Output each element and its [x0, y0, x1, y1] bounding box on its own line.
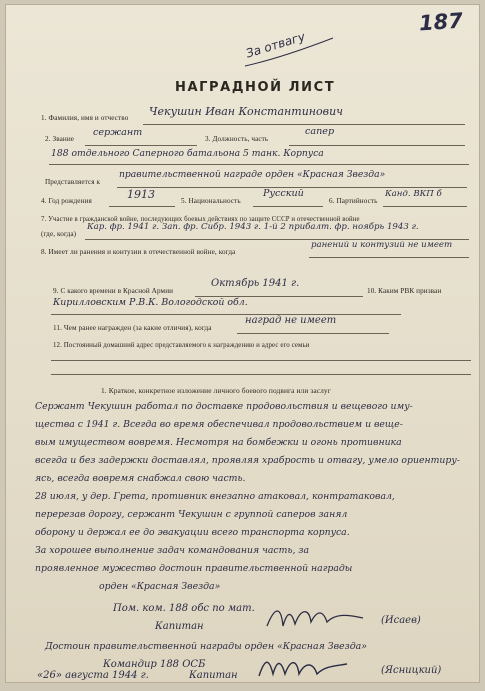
- signer1-position: Пом. ком. 188 обс по мат.: [113, 603, 255, 614]
- field-10-value: Кирилловским Р.В.К. Вологодской обл.: [53, 297, 248, 308]
- field-12-label: 12. Постоянный домашний адрес представляемого к награждению и адрес его семьи: [53, 342, 310, 349]
- sheet-number: 187: [418, 8, 464, 36]
- field-4-value: 1913: [127, 188, 155, 201]
- narrative-line: щества с 1941 г. Всегда во время обеспечивал продовольствием и веще-: [35, 419, 403, 430]
- field-8-label: 8. Имеет ли ранения и контузии в отечественной войне, когда: [41, 248, 236, 256]
- field-8-value: ранений и контузий не имеет: [311, 240, 453, 250]
- field-3-value: сапер: [305, 126, 335, 137]
- signer1-name: (Исаев): [381, 615, 421, 626]
- page-title: НАГРАДНОЙ ЛИСТ: [175, 80, 336, 95]
- signer2-position: Командир 188 ОСБ: [103, 659, 206, 670]
- narrative-line: оборону и держал ее до эвакуации всего транспорта корпуса.: [35, 527, 350, 538]
- award-sheet: [5, 4, 480, 683]
- field-7-where-label: (где, когда): [41, 230, 77, 238]
- signer1-rank: Капитан: [155, 621, 204, 632]
- field-11-value: наград не имеет: [245, 315, 337, 326]
- field-2-value: сержант: [93, 127, 143, 138]
- presented-label: Представляется к: [45, 178, 101, 186]
- approval-mark: За отвагу: [244, 29, 307, 61]
- field-10-label: 10. Каким РВК призван: [367, 287, 442, 295]
- narrative-line: всегда и без задержки доставлял, проявляя храбрость и отвагу, умело ориентиру-: [35, 455, 460, 466]
- field-5-value: Русский: [263, 188, 304, 199]
- narrative-line: 28 июля, у дер. Грета, противник внезапно атаковал, контратаковал,: [35, 491, 395, 502]
- conclusion: Достоин правительственной награды орден «Красная Звезда»: [45, 641, 367, 652]
- field-6-label: 6. Партийность: [329, 197, 378, 205]
- section-heading: 1. Краткое, конкретное изложение личного боевого подвига или заслуг: [101, 386, 331, 395]
- signer2-name: (Ясницкий): [381, 665, 442, 676]
- unit-value: 188 отдельного Саперного батальона 5 танк. Корпуса: [51, 148, 324, 159]
- narrative-line: перерезав дорогу, сержант Чекушин с группой саперов занял: [35, 509, 348, 520]
- field-2-label: 2. Звание: [45, 135, 75, 143]
- narrative-line: проявленное мужество достоин правительственной награды: [35, 563, 353, 574]
- field-7-label: 7. Участие в гражданской войне, последующих боевых действиях по защите СССР и отечественной войне: [41, 216, 360, 223]
- narrative: [35, 398, 471, 596]
- narrative-line: ясь, всегда вовремя снабжал свою часть.: [35, 473, 246, 484]
- narrative-line: орден «Красная Звезда»: [99, 581, 221, 592]
- field-4-label: 4. Год рождения: [41, 197, 92, 205]
- field-1-value: Чекушин Иван Константинович: [149, 105, 343, 118]
- field-3-label: 3. Должность, часть: [205, 135, 269, 143]
- presented-value: правительственной награде орден «Красная Звезда»: [119, 169, 386, 180]
- field-11-label: 11. Чем ранее награжден (за какие отличия), когда: [53, 324, 212, 332]
- field-9-value: Октябрь 1941 г.: [211, 278, 300, 289]
- approval-underline: [241, 32, 337, 72]
- narrative-line: За хорошее выполнение задач командования часть, за: [35, 545, 310, 556]
- field-1-label: 1. Фамилия, имя и отчество: [41, 114, 129, 122]
- bleed-through-text: [83, 8, 86, 18]
- narrative-line: Сержант Чекушин работал по доставке продовольствия и вещевого иму-: [35, 401, 413, 412]
- signer2-rank: Капитан: [189, 670, 238, 681]
- field-5-label: 5. Национальность: [181, 197, 241, 205]
- narrative-line: вым имуществом вовремя. Несмотря на бомбежки и огонь противника: [35, 437, 402, 448]
- signature-1-mark: [261, 602, 371, 636]
- field-9-label: 9. С какого времени в Красной Армии: [53, 287, 174, 295]
- field-7-value: Кар. фр. 1941 г. Зап. фр. Сибр. 1943 г. 1-й 2 прибалт. фр. ноябрь 1943 г.: [87, 222, 419, 232]
- signer2-date: «26» августа 1944 г.: [37, 670, 149, 681]
- signature-2-mark: [255, 652, 351, 682]
- field-6-value: Канд. ВКП б: [385, 189, 442, 199]
